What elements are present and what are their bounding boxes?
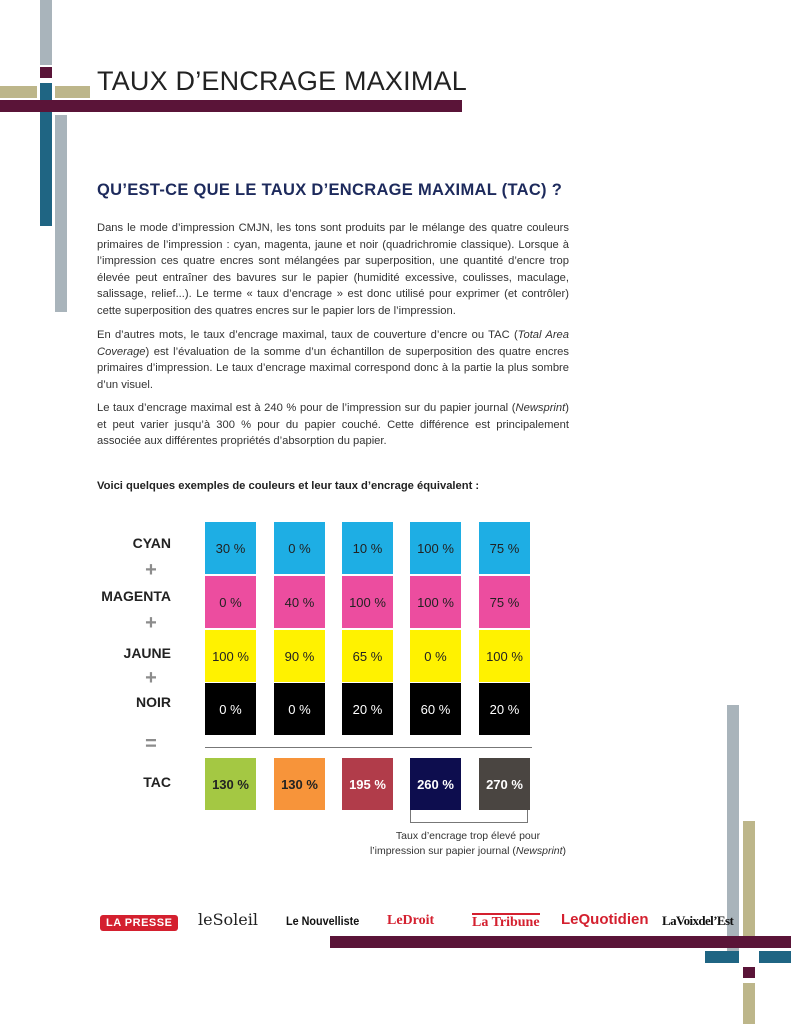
- too-high-note: Taux d’encrage trop élevé pour l’impression sur papier journal (Newsprint): [369, 830, 567, 857]
- swatch-cyan: 10 %: [342, 522, 393, 574]
- logo-la-tribune: La Tribune: [472, 915, 540, 930]
- swatch-cyan: 0 %: [274, 522, 325, 574]
- deco-bar-khaki-vertical-br-2: [743, 983, 755, 1024]
- paragraph-3: Le taux d’encrage maximal est à 240 % pour de l’impression sur du papier journal (Newsprint) et peut varier jusqu’à 300 % pour du papier couché. Cette différence est principalement associée aux différentes propriétés d’absorption du papier.: [97, 402, 569, 447]
- page-title: TAUX D’ENCRAGE MAXIMAL: [97, 66, 467, 96]
- swatch-magenta: 100 %: [410, 576, 461, 628]
- swatch-jaune: 100 %: [205, 630, 256, 682]
- deco-bar-khaki-mid: [55, 86, 90, 98]
- swatch-jaune: 0 %: [410, 630, 461, 682]
- paragraph-2: En d’autres mots, le taux d’encrage maximal, taux de couverture d’encre ou TAC (Total Area Coverage) est l’évaluation de la somme d’un échantillon de superposition des quatre encres primaires d’impression. Le taux d’encrage maximal correspond donc à la partie la plus sombre d’un visuel.: [97, 329, 569, 391]
- deco-bar-plum-horizontal: [0, 100, 462, 112]
- deco-bar-plum-square: [40, 67, 52, 78]
- swatch-magenta: 75 %: [479, 576, 530, 628]
- too-high-bracket: [410, 810, 528, 823]
- label-tac: TAC: [143, 774, 171, 790]
- swatch-cyan: 100 %: [410, 522, 461, 574]
- swatch-noir: 20 %: [479, 683, 530, 735]
- swatch-tac: 130 %: [274, 758, 325, 810]
- deco-bar-plum-square-br: [743, 967, 755, 978]
- deco-bar-khaki-vertical-br: [743, 821, 755, 936]
- logo-la-presse: LA PRESSE: [100, 915, 178, 931]
- swatch-jaune: 90 %: [274, 630, 325, 682]
- swatch-jaune: 65 %: [342, 630, 393, 682]
- logo-le-soleil: leSoleil: [198, 910, 258, 929]
- label-jaune: JAUNE: [123, 645, 171, 661]
- deco-bar-khaki-left: [0, 86, 37, 98]
- label-magenta: MAGENTA: [101, 588, 171, 604]
- logo-le-nouvelliste: Le Nouvelliste: [286, 914, 360, 928]
- plus-sign-3: +: [145, 667, 157, 689]
- swatch-tac: 260 %: [410, 758, 461, 810]
- examples-intro: Voici quelques exemples de couleurs et leur taux d’encrage équivalent :: [97, 480, 480, 492]
- deco-bar-plum-horizontal-br: [330, 936, 791, 948]
- sum-divider: [205, 747, 532, 748]
- swatch-cyan: 75 %: [479, 522, 530, 574]
- swatch-magenta: 40 %: [274, 576, 325, 628]
- swatch-cyan: 30 %: [205, 522, 256, 574]
- swatch-tac: 270 %: [479, 758, 530, 810]
- deco-bar-teal-br-left: [705, 951, 739, 963]
- swatch-tac: 195 %: [342, 758, 393, 810]
- label-cyan: CYAN: [132, 535, 171, 551]
- logo-la-voix-de-l-est: LaVoixdel’Est: [662, 913, 734, 928]
- swatch-magenta: 0 %: [205, 576, 256, 628]
- deco-bar-gray-vertical: [40, 0, 52, 65]
- swatch-noir: 20 %: [342, 683, 393, 735]
- plus-sign-2: +: [145, 612, 157, 634]
- swatch-tac: 130 %: [205, 758, 256, 810]
- swatch-noir: 60 %: [410, 683, 461, 735]
- swatch-noir: 0 %: [205, 683, 256, 735]
- plus-sign-1: +: [145, 559, 157, 581]
- swatch-noir: 0 %: [274, 683, 325, 735]
- equals-sign: =: [145, 733, 157, 755]
- deco-bar-teal-br-right: [759, 951, 791, 963]
- logo-le-droit: LeDroit: [387, 913, 435, 928]
- label-noir: NOIR: [136, 694, 171, 710]
- swatch-jaune: 100 %: [479, 630, 530, 682]
- deco-bar-gray-vertical-2: [55, 115, 67, 312]
- paragraph-1: Dans le mode d’impression CMJN, les tons sont produits par le mélange des quatre couleurs primaires de l’impression : cyan, magenta, jaune et noir (quadrichromie classique). Lorsque à l’impression ces quatre encres sont mélangées par superposition, une quantité d’encre trop élevée peut entraîner des bavures sur le papier (humidité excessive, coulisses, maculage, salissage, relief...). Le terme « taux d’encrage » est donc utilisé pour exprimer (et contrôler) cette superposition des quatres encres sur le papier lors de l’impression.: [97, 222, 569, 317]
- section-heading: QU’EST-CE QUE LE TAUX D’ENCRAGE MAXIMAL (TAC) ?: [97, 181, 563, 199]
- swatch-magenta: 100 %: [342, 576, 393, 628]
- logo-le-quotidien: LeQuotidien: [561, 911, 649, 928]
